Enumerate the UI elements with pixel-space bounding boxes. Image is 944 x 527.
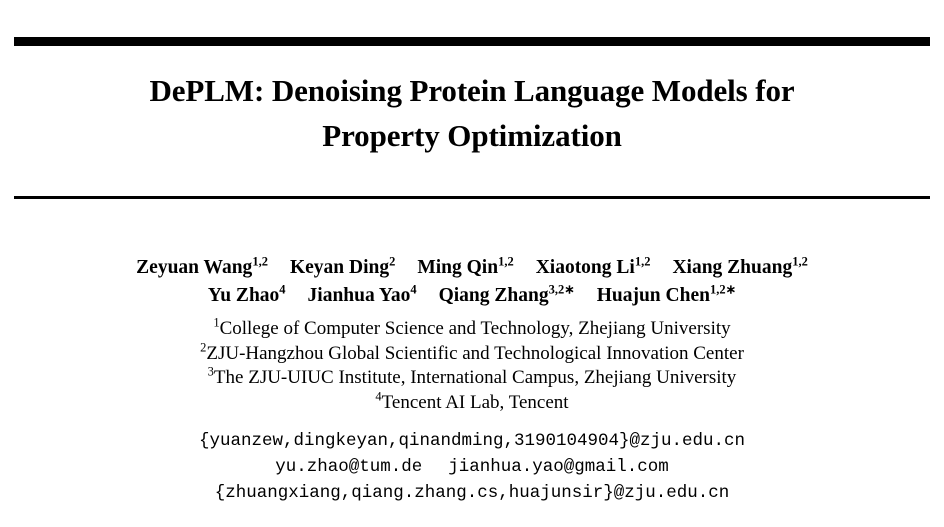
author-affiliation-marker: 2: [389, 254, 396, 269]
email-block: [40, 428, 904, 506]
affiliation-marker: 1: [213, 315, 220, 330]
author-name: Keyan Ding: [289, 257, 390, 278]
top-rule: [14, 37, 930, 46]
author-line-1: [40, 254, 904, 282]
author-entry: [597, 282, 736, 310]
affiliation-text: The ZJU-UIUC Institute, International Campus, Zhejiang University: [213, 367, 737, 388]
page-title: [60, 68, 884, 158]
author-entry: [536, 254, 651, 282]
author-entry: [136, 254, 268, 282]
author-affiliation-marker: 3,2∗: [548, 282, 575, 297]
email-address: jianhua.yao@gmail.com: [448, 457, 669, 477]
author-name: Yu Zhao: [207, 285, 280, 306]
affiliation-text: ZJU-Hangzhou Global Scientific and Technological Innovation Center: [206, 342, 744, 364]
affiliation-text: Tencent AI Lab, Tencent: [381, 391, 569, 413]
email-line: [40, 428, 904, 454]
author-entry: [672, 254, 807, 282]
author-entry: [439, 282, 575, 310]
title-line-1: DePLM: Denoising Protein Language Models for: [149, 73, 795, 108]
affiliation-marker: 3: [207, 364, 214, 379]
author-affiliation-marker: 1,2: [498, 254, 514, 269]
author-name: Xiang Zhuang: [672, 257, 793, 278]
affiliation-marker: 2: [200, 340, 207, 355]
author-block: [40, 254, 904, 310]
email-address: {yuanzew,dingkeyan,qinandming,3190104904}@zju.edu.cn: [198, 431, 746, 451]
author-affiliation-marker: 1,2: [252, 254, 268, 269]
author-name: Zeyuan Wang: [136, 257, 253, 278]
author-name: Xiaotong Li: [535, 257, 635, 278]
bottom-rule: [14, 196, 930, 199]
author-name: Qiang Zhang: [438, 285, 549, 306]
author-entry: [208, 282, 286, 310]
affiliation-line: [40, 391, 904, 416]
author-affiliation-marker: 1,2: [634, 254, 651, 269]
affiliation-line: [40, 342, 904, 367]
author-affiliation-marker: 1,2: [792, 254, 808, 269]
email-address: yu.zhao@tum.de: [275, 457, 423, 477]
email-line: [40, 480, 904, 506]
author-name: Ming Qin: [417, 257, 499, 278]
email-line: [40, 454, 904, 480]
affiliation-block: [40, 317, 904, 415]
author-name: Huajun Chen: [596, 285, 710, 306]
title-line-2: Property Optimization: [322, 118, 622, 153]
author-affiliation-marker: 4: [279, 282, 286, 297]
email-address: {zhuangxiang,qiang.zhang.cs,huajunsir}@zju.edu.cn: [214, 483, 730, 503]
author-name: Jianhua Yao: [307, 285, 411, 306]
author-entry: [290, 254, 395, 282]
affiliation-line: [40, 366, 904, 391]
affiliation-line: [40, 317, 904, 342]
author-entry: [308, 282, 417, 310]
affiliation-text: College of Computer Science and Technology, Zhejiang University: [219, 318, 731, 339]
author-affiliation-marker: 4: [410, 282, 417, 297]
author-line-2: [40, 282, 904, 310]
author-affiliation-marker: 1,2∗: [709, 282, 737, 297]
affiliation-marker: 4: [375, 389, 382, 404]
author-entry: [417, 254, 513, 282]
